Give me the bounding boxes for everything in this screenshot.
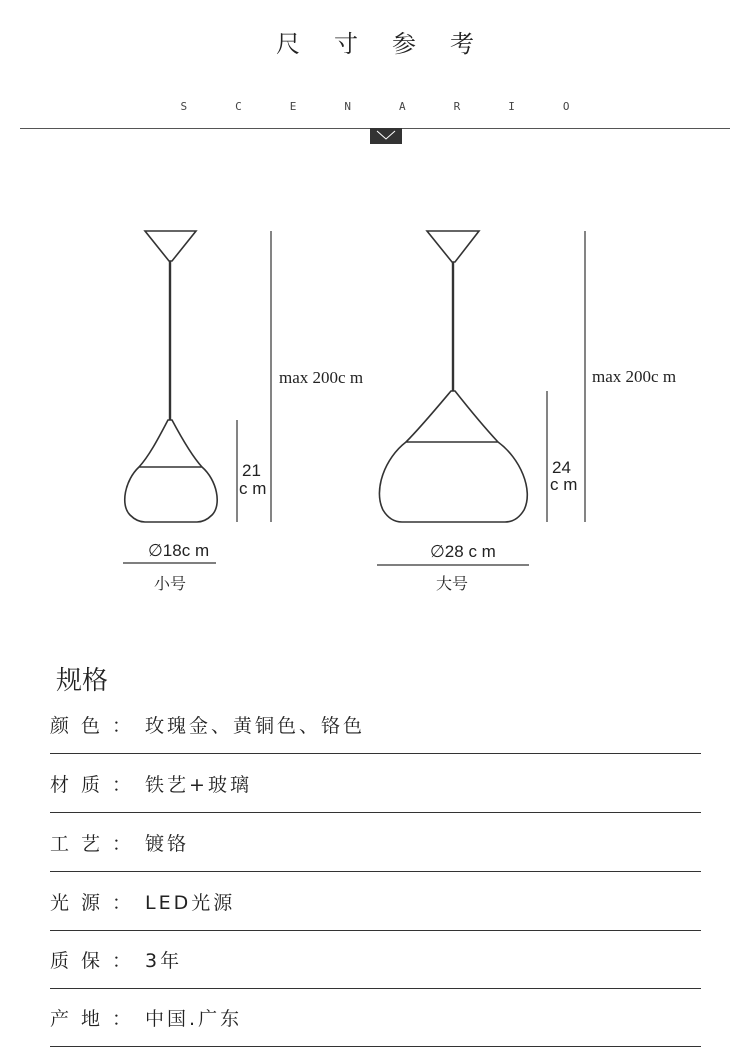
small-lamp-shade [125,420,217,522]
spec-label: 工艺 [50,833,113,855]
spec-row-warranty [50,931,701,989]
large-size-name: 大号 [436,574,469,593]
spec-separator: ： [112,950,138,972]
spec-value: 玫瑰金、黄铜色、铬色 [145,715,366,737]
large-shade-height-unit: c m [550,475,578,494]
spec-row-origin [50,989,701,1047]
spec-row-craft [50,814,701,872]
large-lamp-drawing [379,231,527,522]
spec-value: 铁艺+玻璃 [145,774,252,796]
spec-label: 光源 [50,892,113,914]
page-subtitle: SCENARIO [180,100,618,113]
large-shade-height-value: 24 [552,458,571,477]
spec-label: 产地 [50,1008,113,1030]
spec-value: 中国.广东 [145,1008,243,1030]
small-size-name: 小号 [154,574,187,593]
small-shade-height-unit: c m [239,479,267,498]
spec-label: 质保 [50,950,113,972]
spec-separator: ： [112,892,138,914]
page-title: 尺寸参考 [276,30,508,58]
spec-label: 颜色 [50,715,113,737]
spec-separator: ： [112,715,138,737]
spec-row-material [50,755,701,813]
spec-heading: 规格 [56,666,109,696]
spec-row-light-source [50,873,701,931]
spec-value: 镀铬 [145,833,190,855]
spec-value: 3年 [145,950,183,972]
small-diameter-label: ∅18c m [148,541,210,560]
large-diameter-label: ∅28 c m [430,542,496,561]
small-height-label: max 200c m [279,368,364,387]
small-lamp-canopy [145,231,196,261]
large-lamp-canopy [427,231,479,262]
large-lamp-shade [379,391,527,522]
spec-row-color [50,696,701,754]
spec-separator: ： [112,1008,138,1030]
spec-value: LED光源 [145,892,236,914]
small-shade-height-value: 21 [242,461,261,480]
spec-separator: ： [112,833,138,855]
spec-label: 材质 [50,774,113,796]
large-height-label: max 200c m [592,367,677,386]
small-lamp-drawing [125,231,217,522]
spec-separator: ： [112,774,138,796]
